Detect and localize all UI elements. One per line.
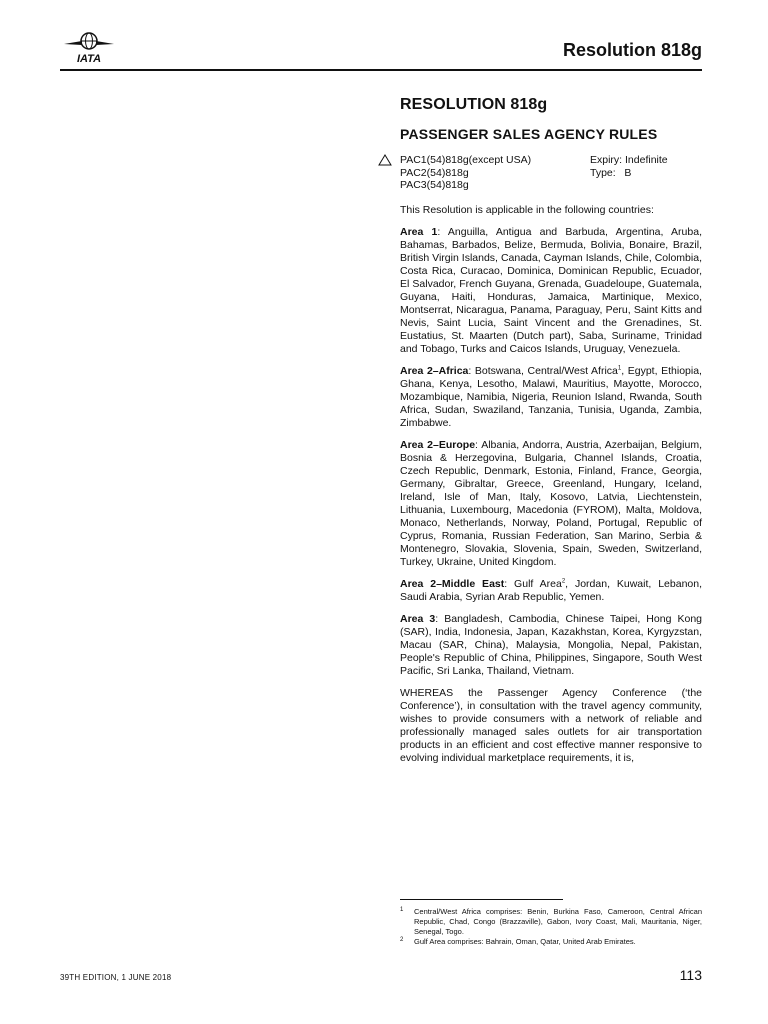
area2-mideast-text-cont: , Jordan, Kuwait, Lebanon, Saudi Arabia, Syrian Arab Republic, Yemen. bbox=[400, 578, 703, 603]
resolution-title: RESOLUTION 818g bbox=[400, 96, 548, 113]
footnote-rule bbox=[400, 899, 563, 900]
pac-line: PAC1(54)818g(except USA) bbox=[400, 154, 532, 166]
area2-africa-label: Area 2–Africa bbox=[400, 365, 469, 377]
whereas-paragraph: WHEREAS the Passenger Agency Conference (‘the Conference’), in consultation with the travel agency community, wishes to provide consumers with a network of reliable and professionally managed sales outlets for air transportation products in an efficient and cost effective manner responsive to evolving individual marketplace requirements, it is, bbox=[400, 687, 702, 764]
area2-africa-text: : Botswana, Central/West Africa bbox=[468, 365, 618, 377]
intro-text: This Resolution is applicable in the following countries: bbox=[400, 204, 654, 216]
expiry-text: Expiry: Indefinite bbox=[590, 154, 668, 166]
area2-mideast-label: Area 2–Middle East bbox=[400, 578, 505, 590]
footnote-number: 1 bbox=[400, 907, 404, 913]
footnote-ref[interactable]: 2 bbox=[561, 578, 566, 585]
pac-block bbox=[400, 154, 702, 193]
area1-text: : Anguilla, Antigua and Barbuda, Argentina, Aruba, Bahamas, Barbados, Belize, Bermuda, Bolivia, Bonaire, Brazil, British Virgin Islands, Canada, Cayman Islands, Chile, Colombia, Costa Rica, Curacao, Dominica, Dominican Republic, Ecuador, El Salvador, French Guyana, Grenada, Guadeloupe, Guatemala, Guyana, Haiti, Honduras, Jamaica, Martinique, Mexico, Montserrat, Nicaragua, Panama, Paraguay, Peru, Saint Kitts and Nevis, Saint Lucia, Saint Vincent and the Grenadines, St. Eustatius, St. Maarten (Dutch part), Saba, Suriname, Trinidad and Tobago, Turks and Caicos Islands, Uruguay, Venezuela. bbox=[400, 226, 702, 355]
area2-europe-label: Area 2–Europe bbox=[400, 439, 476, 451]
footnote-text: Central/West Africa comprises: Benin, Burkina Faso, Cameroon, Central African Republic, Chad, Congo (Brazzaville), Gabon, Ivory Coast, Mali, Mauritania, Niger, Senegal, Togo. bbox=[414, 907, 702, 936]
footnote-text: Gulf Area comprises: Bahrain, Oman, Qatar, United Arab Emirates. bbox=[414, 937, 636, 946]
pac-line: PAC3(54)818g bbox=[400, 179, 469, 191]
main-content bbox=[400, 96, 702, 774]
area2-africa-text-cont: , Egypt, Ethiopia, Ghana, Kenya, Lesotho, Malawi, Mauritius, Mayotte, Morocco, Mozambique, Namibia, Nigeria, Reunion Island, Rwanda, South Africa, Sudan, Swaziland, Tanzania, Tunisia, Uganda, Zambia, Zimbabwe. bbox=[400, 365, 702, 429]
header-title: Resolution 818g bbox=[562, 40, 702, 60]
page-number: 113 bbox=[679, 967, 702, 983]
area2-europe-paragraph bbox=[400, 439, 702, 569]
area1-label: Area 1 bbox=[400, 226, 438, 238]
page-header bbox=[60, 30, 702, 70]
area2-africa-paragraph bbox=[400, 365, 702, 430]
pac-meta bbox=[590, 154, 668, 179]
area1-paragraph bbox=[400, 226, 702, 356]
footnotes bbox=[400, 907, 702, 947]
header-rule bbox=[60, 69, 702, 71]
footnote-ref[interactable]: 1 bbox=[617, 365, 622, 372]
resolution-subtitle: PASSENGER SALES AGENCY RULES bbox=[400, 126, 658, 142]
area2-mideast-text: : Gulf Area bbox=[504, 578, 562, 590]
footnote bbox=[400, 937, 702, 947]
area3-paragraph bbox=[400, 613, 702, 678]
pac-list bbox=[400, 154, 531, 192]
area3-text: : Bangladesh, Cambodia, Chinese Taipei, Hong Kong (SAR), India, Indonesia, Japan, Kazakhstan, Korea, Kyrgyzstan, Macau (SAR, China), Malaysia, Mongolia, Nepal, Pakistan, People's Republic of China, Philippines, Singapore, South West Pacific, Sri Lanka, Thailand, Vietnam. bbox=[400, 613, 702, 677]
footnote bbox=[400, 907, 702, 937]
type-text: Type: B bbox=[590, 166, 632, 179]
iata-logo bbox=[62, 30, 116, 64]
footnote-number: 2 bbox=[400, 937, 404, 943]
area2-europe-text: : Albania, Andorra, Austria, Azerbaijan, Belgium, Bosnia & Herzegovina, Bulgaria, Channel Islands, Croatia, Czech Republic, Denmark, Estonia, Finland, France, Georgia, Germany, Gibraltar, Greece, Greenland, Hungary, Iceland, Ireland, Isle of Man, Italy, Kosovo, Latvia, Liechtenstein, Lithuania, Luxembourg, Macedonia (FYROM), Malta, Moldova, Monaco, Netherlands, Norway, Poland, Portugal, Republic of Cyprus, Romania, Russian Federation, San Marino, Serbia & Montenegro, Slovakia, Slovenia, Spain, Sweden, Switzerland, Turkey, Ukraine, United Kingdom. bbox=[400, 439, 702, 568]
pac-line: PAC2(54)818g bbox=[400, 166, 469, 179]
area3-label: Area 3 bbox=[400, 613, 436, 625]
svg-text:IATA: IATA bbox=[76, 53, 102, 64]
area2-mideast-paragraph bbox=[400, 578, 702, 604]
edition-text: 39TH EDITION, 1 JUNE 2018 bbox=[60, 973, 172, 982]
triangle-icon bbox=[378, 154, 392, 166]
